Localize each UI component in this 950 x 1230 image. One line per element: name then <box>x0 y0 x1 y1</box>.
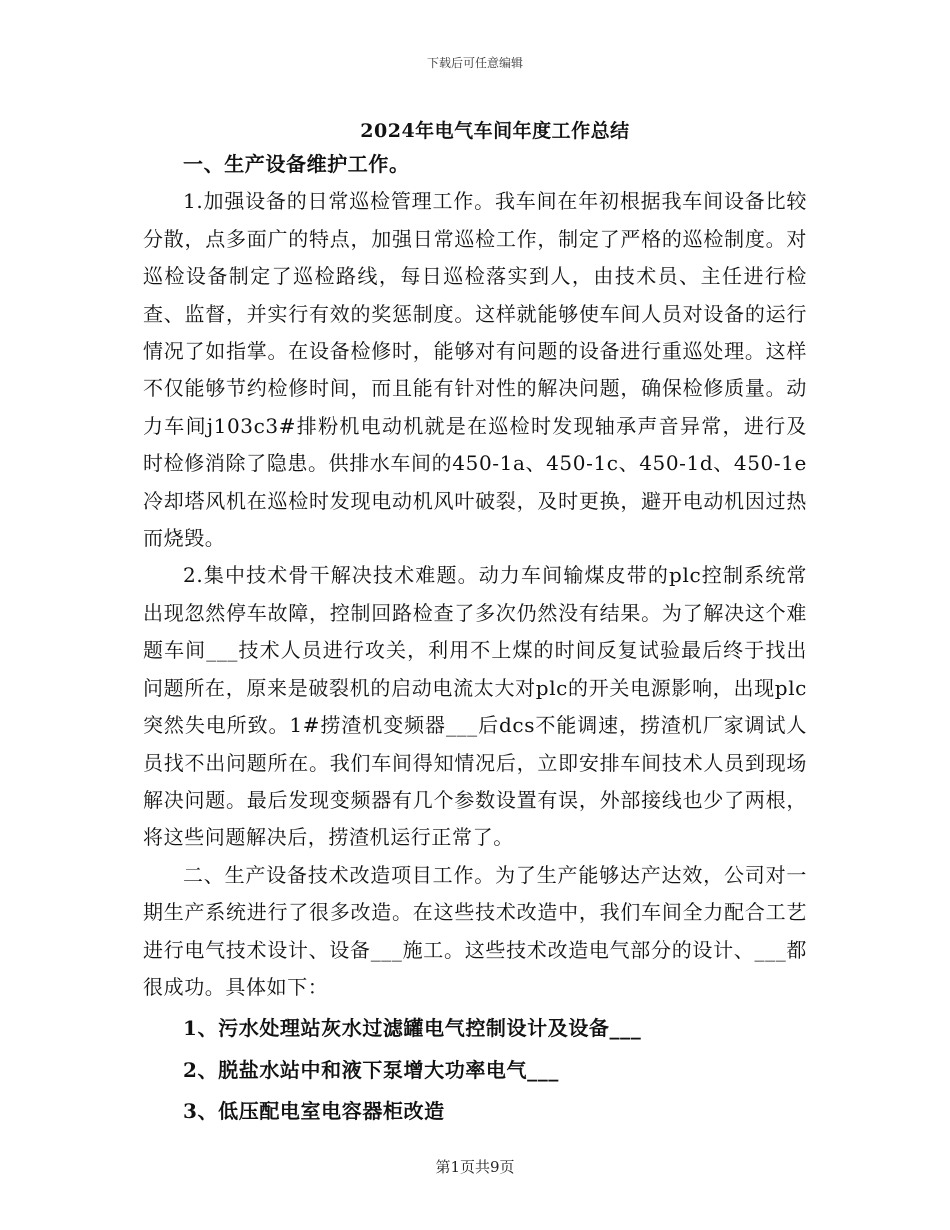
document-body <box>143 146 807 1131</box>
paragraph-inspection: 1.加强设备的日常巡检管理工作。我车间在年初根据我车间设备比较分散，点多面广的特点，加强日常巡检工作，制定了严格的巡检制度。对巡检设备制定了巡检路线，每日巡检落实到人，由技术员、主任进行检查、监督，并实行有效的奖惩制度。这样就能够使车间人员对设备的运行情况了如指掌。在设备检修时，能够对有问题的设备进行重巡处理。这样不仅能够节约检修时间，而且能有针对性的解决问题，确保检修质量。动力车间j103c3#排粉机电动机就是在巡检时发现轴承声音异常，进行及时检修消除了隐患。供排水车间的450-1a、450-1c、450-1d、450-1e冷却塔风机在巡检时发现电动机风叶破裂，及时更换，避开电动机因过热而烧毁。 <box>143 189 807 551</box>
list-item: 2、脱盐水站中和液下泵增大功率电气___ <box>183 1057 559 1082</box>
list-item: 1、污水处理站灰水过滤罐电气控制设计及设备___ <box>183 1016 642 1041</box>
document-title: 2024年电气车间年度工作总结 <box>360 120 630 142</box>
page-number: 第1页共9页 <box>435 1158 515 1176</box>
section-heading: 一、生产设备维护工作。 <box>183 152 410 176</box>
paragraph-technical-renovation: 二、生产设备技术改造项目工作。为了生产能够达产达效，公司对一期生产系统进行了很多改造。在这些技术改造中，我们车间全力配合工艺进行电气技术设计、设备___施工。这些技术改造电气部分的设计、___都很成功。具体如下： <box>143 862 807 999</box>
page-header-note: 下载后可任意编辑 <box>426 56 523 70</box>
paragraph-technical-problems: 2.集中技术骨干解决技术难题。动力车间输煤皮带的plc控制系统常出现忽然停车故障，控制回路检查了多次仍然没有结果。为了解决这个难题车间___技术人员进行攻关，利用不上煤的时间反复试验最后终于找出问题所在，原来是破裂机的启动电流太大对plc的开关电源影响，出现plc突然失电所致。1#捞渣机变频器___后dcs不能调速，捞渣机厂家调试人员找不出问题所在。我们车间得知情况后，立即安排车间技术人员到现场解决问题。最后发现变频器有几个参数设置有误，外部接线也少了两根，将这些问题解决后，捞渣机运行正常了。 <box>143 563 807 850</box>
list-item: 3、低压配电室电容器柜改造 <box>183 1099 445 1124</box>
